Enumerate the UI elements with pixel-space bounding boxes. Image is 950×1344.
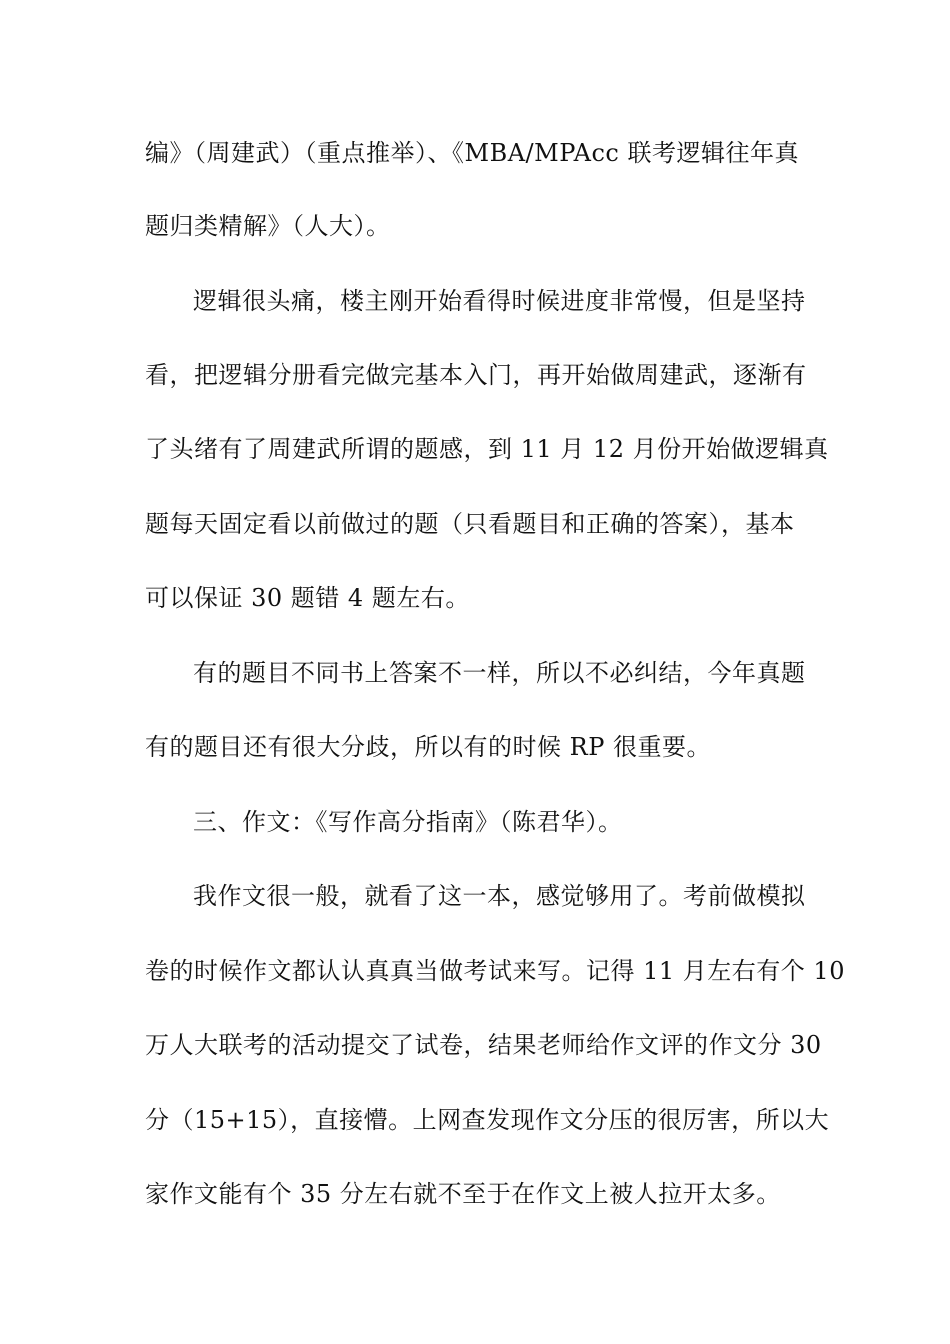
paragraph-start-line: 有的题目不同书上答案不一样，所以不必纠结，今年真题: [193, 659, 806, 687]
text-line: 看，把逻辑分册看完做完基本入门，再开始做周建武，逐渐有: [145, 361, 807, 389]
text-line: 题每天固定看以前做过的题（只看题目和正确的答案），基本: [145, 510, 795, 538]
text-line: 分（15+15），直接懵。上网查发现作文分压的很厉害，所以大: [145, 1106, 830, 1134]
paragraph-start-line: 逻辑很头痛，楼主刚开始看得时候进度非常慢，但是坚持: [193, 287, 806, 315]
text-line: 了头绪有了周建武所谓的题感，到 11 月 12 月份开始做逻辑真: [145, 435, 829, 463]
paragraph-start-line: 我作文很一般，就看了这一本，感觉够用了。考前做模拟: [193, 882, 806, 910]
text-line: 可以保证 30 题错 4 题左右。: [145, 584, 470, 612]
text-line: 万人大联考的活动提交了试卷，结果老师给作文评的作文分 30: [145, 1031, 822, 1059]
section-heading-writing: 三、作文：《写作高分指南》（陈君华）。: [193, 808, 623, 836]
text-line: 题归类精解》（人大）。: [145, 212, 391, 240]
text-line: 卷的时候作文都认认真真当做考试来写。记得 11 月左右有个 10: [145, 957, 845, 985]
text-line: 家作文能有个 35 分左右就不至于在作文上被人拉开太多。: [145, 1180, 781, 1208]
text-line: 有的题目还有很大分歧，所以有的时候 RP 很重要。: [145, 733, 711, 761]
text-line: 编》（周建武）（重点推举）、《MBA/MPAcc 联考逻辑往年真: [145, 139, 799, 167]
